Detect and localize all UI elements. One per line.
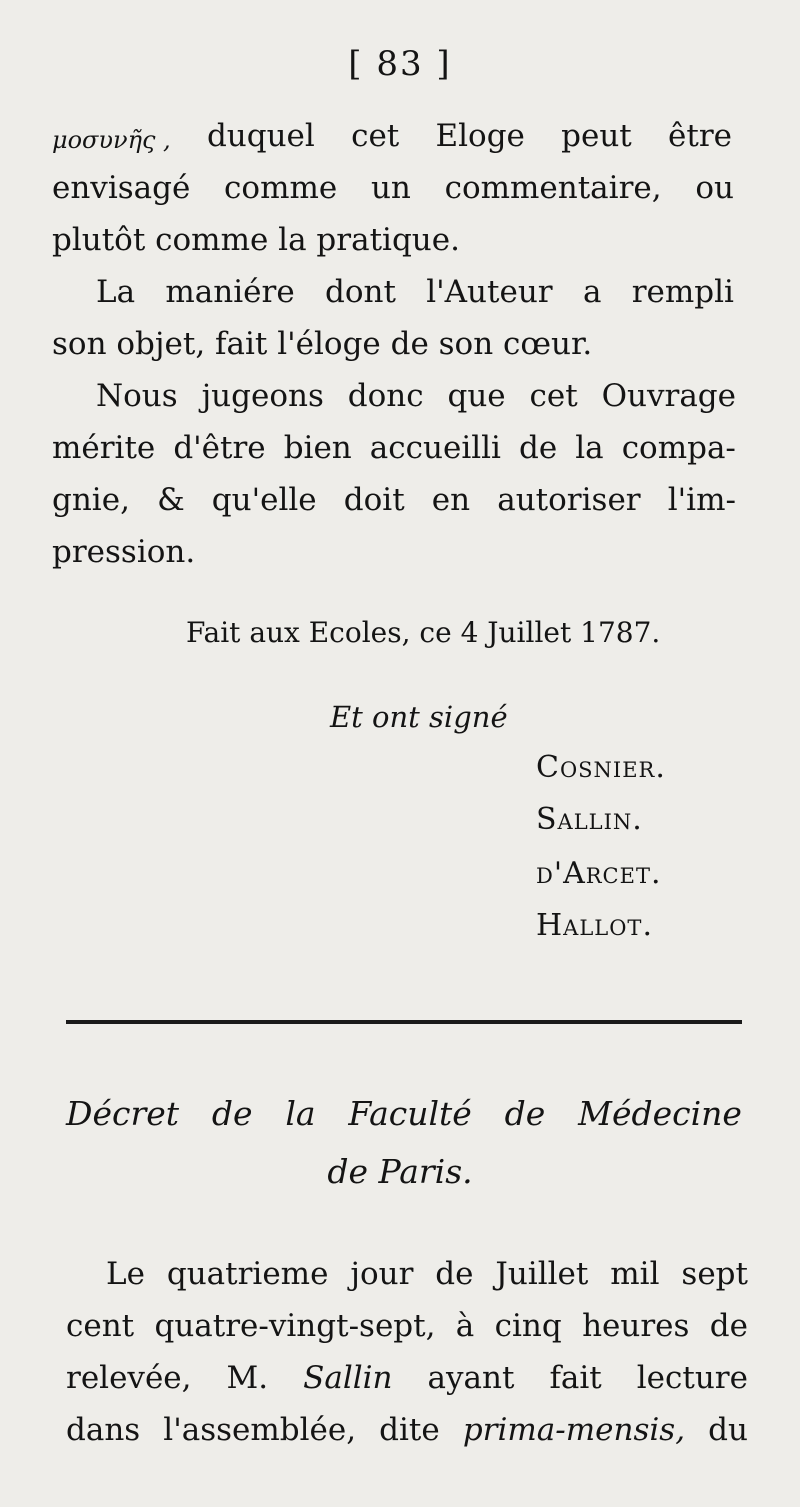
word: l'im- [667, 482, 736, 518]
word: fait [549, 1360, 602, 1396]
word: cinq [494, 1308, 562, 1344]
word: du [708, 1412, 748, 1448]
word: de [504, 1094, 546, 1133]
word: Décret [66, 1094, 180, 1133]
dateline: Fait aux Ecoles, ce 4 Juillet 1787. [186, 616, 661, 649]
word: jugeons [201, 378, 324, 414]
paragraph-1-line-2 [52, 170, 734, 206]
signature-darcet: d'Arcet. [536, 856, 662, 891]
word: un [370, 170, 411, 206]
word: & [157, 482, 185, 518]
paragraph-3-line-3 [52, 482, 736, 518]
word: que [447, 378, 506, 414]
word: Juillet [495, 1256, 589, 1292]
paragraph-4-line-1 [106, 1256, 748, 1292]
word: cent [66, 1308, 135, 1344]
word: relevée, [66, 1360, 192, 1396]
word: Sallin [303, 1360, 393, 1396]
word: heures [582, 1308, 690, 1344]
section-divider [66, 1020, 742, 1024]
word: envisagé [52, 170, 191, 206]
word: comme [224, 170, 338, 206]
paragraph-4-line-2 [66, 1308, 748, 1344]
decree-title-line-2: de Paris. [327, 1152, 473, 1191]
word: autoriser [497, 482, 641, 518]
word: ou [695, 170, 734, 206]
word: doit [343, 482, 405, 518]
word: Eloge [435, 118, 525, 154]
word: duquel [206, 118, 315, 154]
paragraph-2-line-1 [96, 274, 734, 310]
word: prima-mensis, [462, 1412, 686, 1448]
paragraph-1-line-3: plutôt comme la pratique. [52, 222, 460, 258]
word: être [668, 118, 732, 154]
word: de [519, 430, 558, 466]
word: à [455, 1308, 475, 1344]
word: dite [379, 1412, 440, 1448]
signature-sallin: Sallin. [536, 802, 643, 837]
word: de [435, 1256, 474, 1292]
word: compa- [621, 430, 736, 466]
word: bien [283, 430, 352, 466]
word: peut [561, 118, 632, 154]
paragraph-3-line-1 [96, 378, 736, 414]
paragraph-2-line-2: son objet, fait l'éloge de son cœur. [52, 326, 593, 362]
word: Le [106, 1256, 145, 1292]
word: a [582, 274, 602, 310]
word: Nous [96, 378, 178, 414]
page-number: [ 83 ] [348, 44, 452, 84]
word: Faculté [348, 1094, 472, 1133]
paragraph-3-line-2 [52, 430, 736, 466]
word: maniére [165, 274, 295, 310]
word: dont [324, 274, 396, 310]
word: la [575, 430, 604, 466]
signature-cosnier: Cosnier. [536, 750, 666, 785]
word: ayant [427, 1360, 515, 1396]
word: mérite [52, 430, 156, 466]
signature-hallot: Hallot. [536, 908, 653, 943]
paragraph-4-line-3 [66, 1360, 748, 1396]
word: accueilli [369, 430, 501, 466]
word: jour [350, 1256, 414, 1292]
word: qu'elle [211, 482, 317, 518]
paragraph-3-line-4: pression. [52, 534, 196, 570]
word: cet [529, 378, 578, 414]
word: cet [351, 118, 400, 154]
word: lecture [636, 1360, 748, 1396]
word: gnie, [52, 482, 130, 518]
word: M. [226, 1360, 269, 1396]
signed-label: Et ont signé [330, 700, 508, 734]
word: μοσυνῆς , [52, 126, 171, 154]
paragraph-4-line-4 [66, 1412, 748, 1448]
word: quatrieme [166, 1256, 329, 1292]
word: Médecine [578, 1094, 742, 1133]
word: en [431, 482, 471, 518]
word: l'assemblée, [163, 1412, 357, 1448]
word: rempli [631, 274, 734, 310]
word: donc [347, 378, 424, 414]
paragraph-1-line-1 [52, 118, 732, 154]
word: d'être [173, 430, 266, 466]
word: Ouvrage [601, 378, 736, 414]
word: l'Auteur [426, 274, 553, 310]
word: mil [610, 1256, 660, 1292]
word: sept [681, 1256, 748, 1292]
decree-title-line-1 [66, 1094, 742, 1133]
word: dans [66, 1412, 141, 1448]
word: la [285, 1094, 316, 1133]
word: commentaire, [444, 170, 662, 206]
word: de [211, 1094, 253, 1133]
word: quatre-vingt-sept, [154, 1308, 436, 1344]
word: de [709, 1308, 748, 1344]
word: La [96, 274, 136, 310]
